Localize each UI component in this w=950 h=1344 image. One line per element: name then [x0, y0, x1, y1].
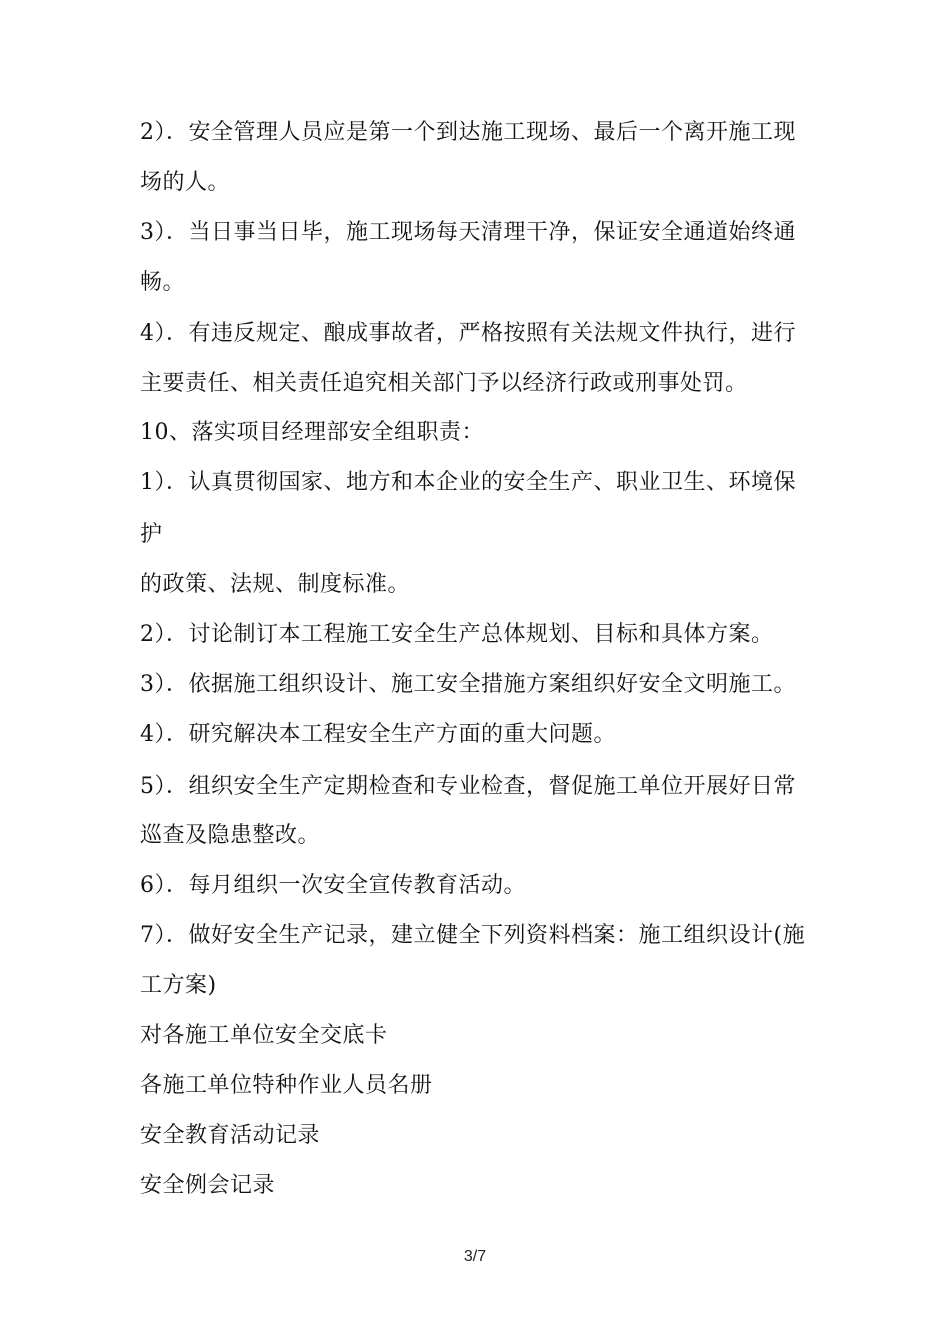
text-line: 3）．当日事当日毕，施工现场每天清理干净，保证安全通道始终通 — [140, 220, 796, 245]
text-line: 护 — [140, 522, 163, 547]
list-item: 安全例会记录 — [140, 1173, 276, 1198]
text-line: 2）．安全管理人员应是第一个到达施工现场、最后一个离开施工现 — [140, 120, 796, 145]
text-line: 1）．认真贯彻国家、地方和本企业的安全生产、职业卫生、环境保 — [140, 470, 796, 495]
text-line: 3）．依据施工组织设计、施工安全措施方案组织好安全文明施工。 — [140, 672, 796, 697]
list-item: 对各施工单位安全交底卡 — [140, 1023, 388, 1048]
text-line: 的政策、法规、制度标准。 — [140, 572, 411, 597]
text-line: 工方案) — [140, 973, 217, 998]
text-line: 5）．组织安全生产定期检查和专业检查，督促施工单位开展好日常 — [140, 774, 796, 799]
text-line: 畅。 — [140, 270, 186, 295]
text-line: 2）．讨论制订本工程施工安全生产总体规划、目标和具体方案。 — [140, 622, 774, 647]
text-line: 场的人。 — [140, 170, 231, 195]
list-item: 安全教育活动记录 — [140, 1123, 321, 1148]
text-line: 主要责任、相关责任追究相关部门予以经济行政或刑事处罚。 — [140, 371, 748, 396]
text-line: 巡查及隐患整改。 — [140, 823, 321, 848]
text-line: 4）．研究解决本工程安全生产方面的重大问题。 — [140, 722, 616, 747]
text-line: 6）．每月组织一次安全宣传教育活动。 — [140, 873, 526, 898]
list-item: 各施工单位特种作业人员名册 — [140, 1073, 433, 1098]
text-line: 4）．有违反规定、酿成事故者，严格按照有关法规文件执行，进行 — [140, 321, 796, 346]
section-heading: 10、落实项目经理部安全组职责： — [140, 420, 484, 445]
page-number: 3/7 — [463, 1248, 487, 1265]
text-line: 7）．做好安全生产记录，建立健全下列资料档案：施工组织设计(施 — [140, 923, 806, 948]
